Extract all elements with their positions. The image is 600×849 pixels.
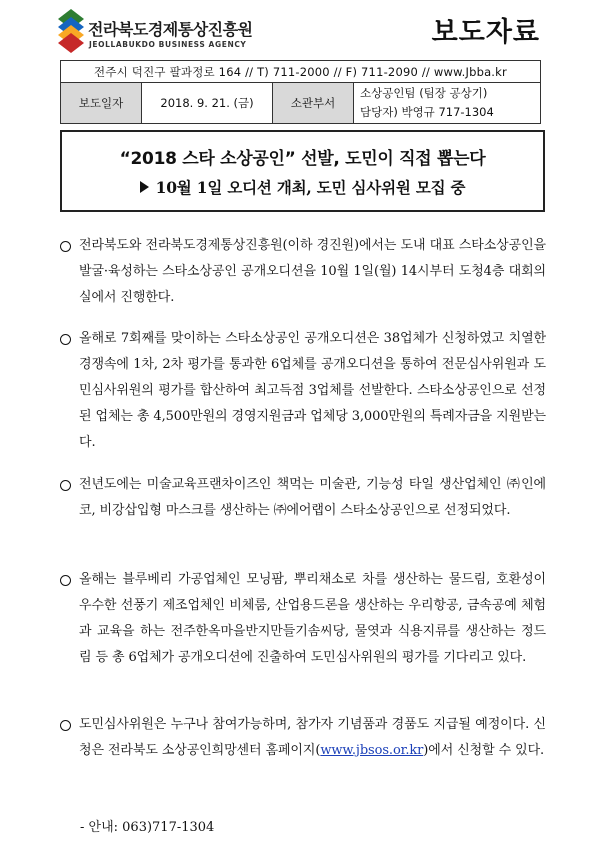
circle-bullet-icon <box>60 720 71 731</box>
agency-address-line: 전주시 덕진구 팔과정로 164 // T) 711-2000 // F) 711-2090 // www.Jbba.kr <box>61 61 541 83</box>
agency-name: 전라북도경제통상진흥원 <box>88 20 253 39</box>
release-date-value: 2018. 9. 21. (금) <box>142 83 273 124</box>
body-paragraph-1 <box>60 233 546 311</box>
paragraph-text: 전년도에는 미술교육프랜차이즈인 책먹는 미술관, 기능성 타일 생산업체인 ㈜인에코, 비강삽입형 마스크를 생산하는 ㈜에어랩이 스타소상공인으로 선정되었다. <box>79 477 546 518</box>
department-info <box>354 83 541 124</box>
circle-bullet-icon <box>60 334 71 345</box>
circle-bullet-icon <box>60 575 71 586</box>
body-paragraph-3 <box>60 472 546 524</box>
headline-box <box>60 130 545 212</box>
paragraph-text-before-link: 도민심사위원은 누구나 참여가능하며, 참가자 기념품과 경품도 지급될 예정이다. 신청은 전라북도 소상공인희망센터 홈페이지( <box>79 717 546 758</box>
circle-bullet-icon <box>60 241 71 252</box>
agency-logo <box>58 9 258 59</box>
press-info-table <box>60 60 541 124</box>
contact-info: - 안내: 063)717-1304 <box>80 820 215 835</box>
paragraph-text-after-link: )에서 신청할 수 있다. <box>423 743 545 758</box>
paragraph-text: 올해로 7회째를 맞이하는 스타소상공인 공개오디션은 38업체가 신청하였고 치열한 경쟁속에 1차, 2차 평가를 통과한 6업체를 공개오디션을 통하여 전문심사위원과 도민심사위원의 평가를 합산하여 최고득점 3업체를 선발한다. 스타소상공인으로 선정된 업체는 총 4,500만원의 경영지원금과 업체당 3,000만원의 특례자금을 지원받는다. <box>79 331 546 450</box>
agency-logo-icon <box>58 9 84 53</box>
document-type-title: 보도자료 <box>431 17 540 48</box>
headline-subtitle-row <box>62 176 543 198</box>
headline-title: “2018 스타 소상공인” 선발, 도민이 직접 뽑는다 <box>119 149 486 169</box>
circle-bullet-icon <box>60 480 71 491</box>
triangle-bullet-icon <box>140 181 149 193</box>
contact-person: 담당자) 박영규 717-1304 <box>360 105 494 119</box>
paragraph-text: 올해는 블루베리 가공업체인 모닝팜, 뿌리채소로 차를 생산하는 물드림, 호환성이 우수한 선풍기 제조업체인 비체룸, 산업용드론을 생산하는 우리항공, 금속공예 체험과 교육을 하는 전주한옥마을반지만들기솜씨당, 물엿과 식용지류를 생산하는 정드림 등 총 6업체가 공개오디션에 진출하여 도민심사위원의 평가를 기다리고 있다. <box>79 572 546 665</box>
release-date-label: 보도일자 <box>61 83 142 124</box>
agency-name-english: JEOLLABUKDO BUSINESS AGENCY <box>89 40 247 49</box>
paragraph-text <box>79 712 546 764</box>
department-label: 소관부서 <box>273 83 354 124</box>
department-name: 소상공인팀 (팀장 공상기) <box>360 86 488 100</box>
headline-subtitle: 10월 1일 오디션 개최, 도민 심사위원 모집 중 <box>155 178 466 197</box>
body-paragraph-4 <box>60 567 546 671</box>
website-link[interactable]: www.jbsos.or.kr <box>320 743 424 758</box>
body-paragraph-2 <box>60 326 546 456</box>
paragraph-text: 전라북도와 전라북도경제통상진흥원(이하 경진원)에서는 도내 대표 스타소상공인을 발굴·육성하는 스타소상공인 공개오디션을 10월 1일(월) 14시부터 도청4층 대회의실에서 진행한다. <box>79 238 546 305</box>
body-paragraph-5 <box>60 712 546 764</box>
